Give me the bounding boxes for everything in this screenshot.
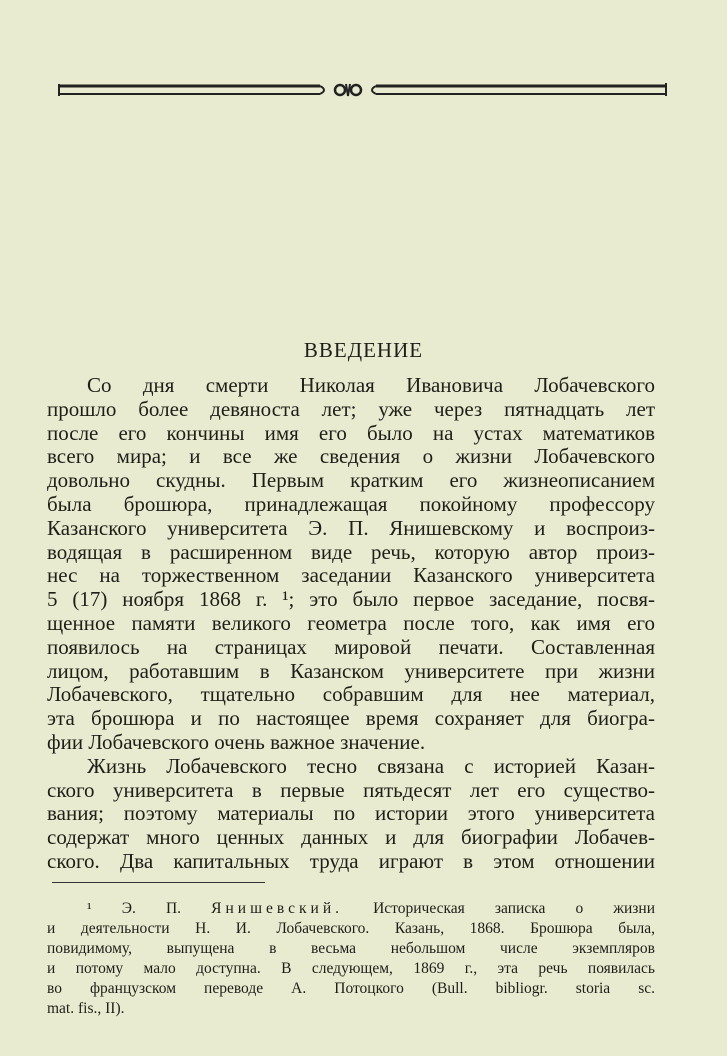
- body-line: появилось на страницах мировой печати. Составленная: [47, 634, 655, 659]
- body-line: эта брошюра и по настоящее время сохраняет для биогра-: [47, 706, 655, 731]
- body-line: Со дня смерти Николая Ивановича Лобачевского: [87, 373, 655, 397]
- footnote-title: Историческая записка о жизни: [373, 900, 656, 917]
- footnote-line: mat. fis., II).: [47, 1000, 125, 1017]
- body-line: ского университета в первые пятьдесят лет его существо-: [47, 777, 655, 802]
- body-line: была брошюра, принадлежащая покойному профессору: [47, 491, 655, 516]
- footnote-line: и потому мало доступна. В следующем, 1869 г., эта речь появилась: [47, 960, 655, 977]
- body-line: после его кончины имя его было на устах математиков: [47, 420, 655, 445]
- body-line: вания; поэтому материалы по истории этого университета: [47, 801, 655, 826]
- body-line: фии Лобачевского очень важное значение.: [47, 729, 426, 754]
- footnote-line: повидимому, выпущена в весьма небольшом числе экземпляров: [47, 940, 655, 957]
- body-line: Казанского университета Э. П. Янишевскому и воспроиз-: [47, 515, 655, 540]
- body-line: довольно скудны. Первым кратким его жизнеописанием: [47, 468, 655, 493]
- header-ornament-rule: [58, 80, 668, 104]
- footnote-line: и деятельности Н. И. Лобачевского. Казань, 1868. Брошюра была,: [47, 920, 655, 937]
- body-line: лицом, работавшим в Казанском университете при жизни: [47, 658, 655, 683]
- footnote-line: во французском переводе А. Потоцкого (Bull. bibliogr. storia sc.: [47, 980, 655, 997]
- body-text: [47, 374, 655, 874]
- body-line: всего мира; и все же сведения о жизни Лобачевского: [47, 444, 655, 469]
- body-line: содержат много ценных данных и для биографии Лобачев-: [47, 825, 655, 850]
- body-line: водящая в расширенном виде речь, которую автор произ-: [47, 539, 655, 564]
- footnote-marker: ¹ Э. П.: [87, 900, 182, 917]
- footnote-line: [47, 899, 655, 919]
- footnote: [47, 899, 655, 1019]
- body-line: щенное памяти великого геометра после того, как имя его: [47, 610, 655, 635]
- body-line: Жизнь Лобачевского тесно связана с историей Казан-: [87, 753, 655, 778]
- chapter-heading: ВВЕДЕНИЕ: [303, 338, 424, 362]
- body-line: Лобачевского, тщательно собравшим для нее материал,: [47, 682, 655, 707]
- body-line: прошло более девяноста лет; уже через пятнадцать лет: [47, 396, 655, 421]
- footnote-divider: [52, 882, 265, 883]
- body-line: 5 (17) ноября 1868 г. ¹; это было первое заседание, посвя-: [47, 587, 655, 612]
- footnote-author: Янишевский.: [211, 900, 343, 917]
- body-line: ского. Два капитальных труда играют в этом отношении: [47, 848, 655, 873]
- body-line: нес на торжественном заседании Казанского университета: [47, 563, 655, 588]
